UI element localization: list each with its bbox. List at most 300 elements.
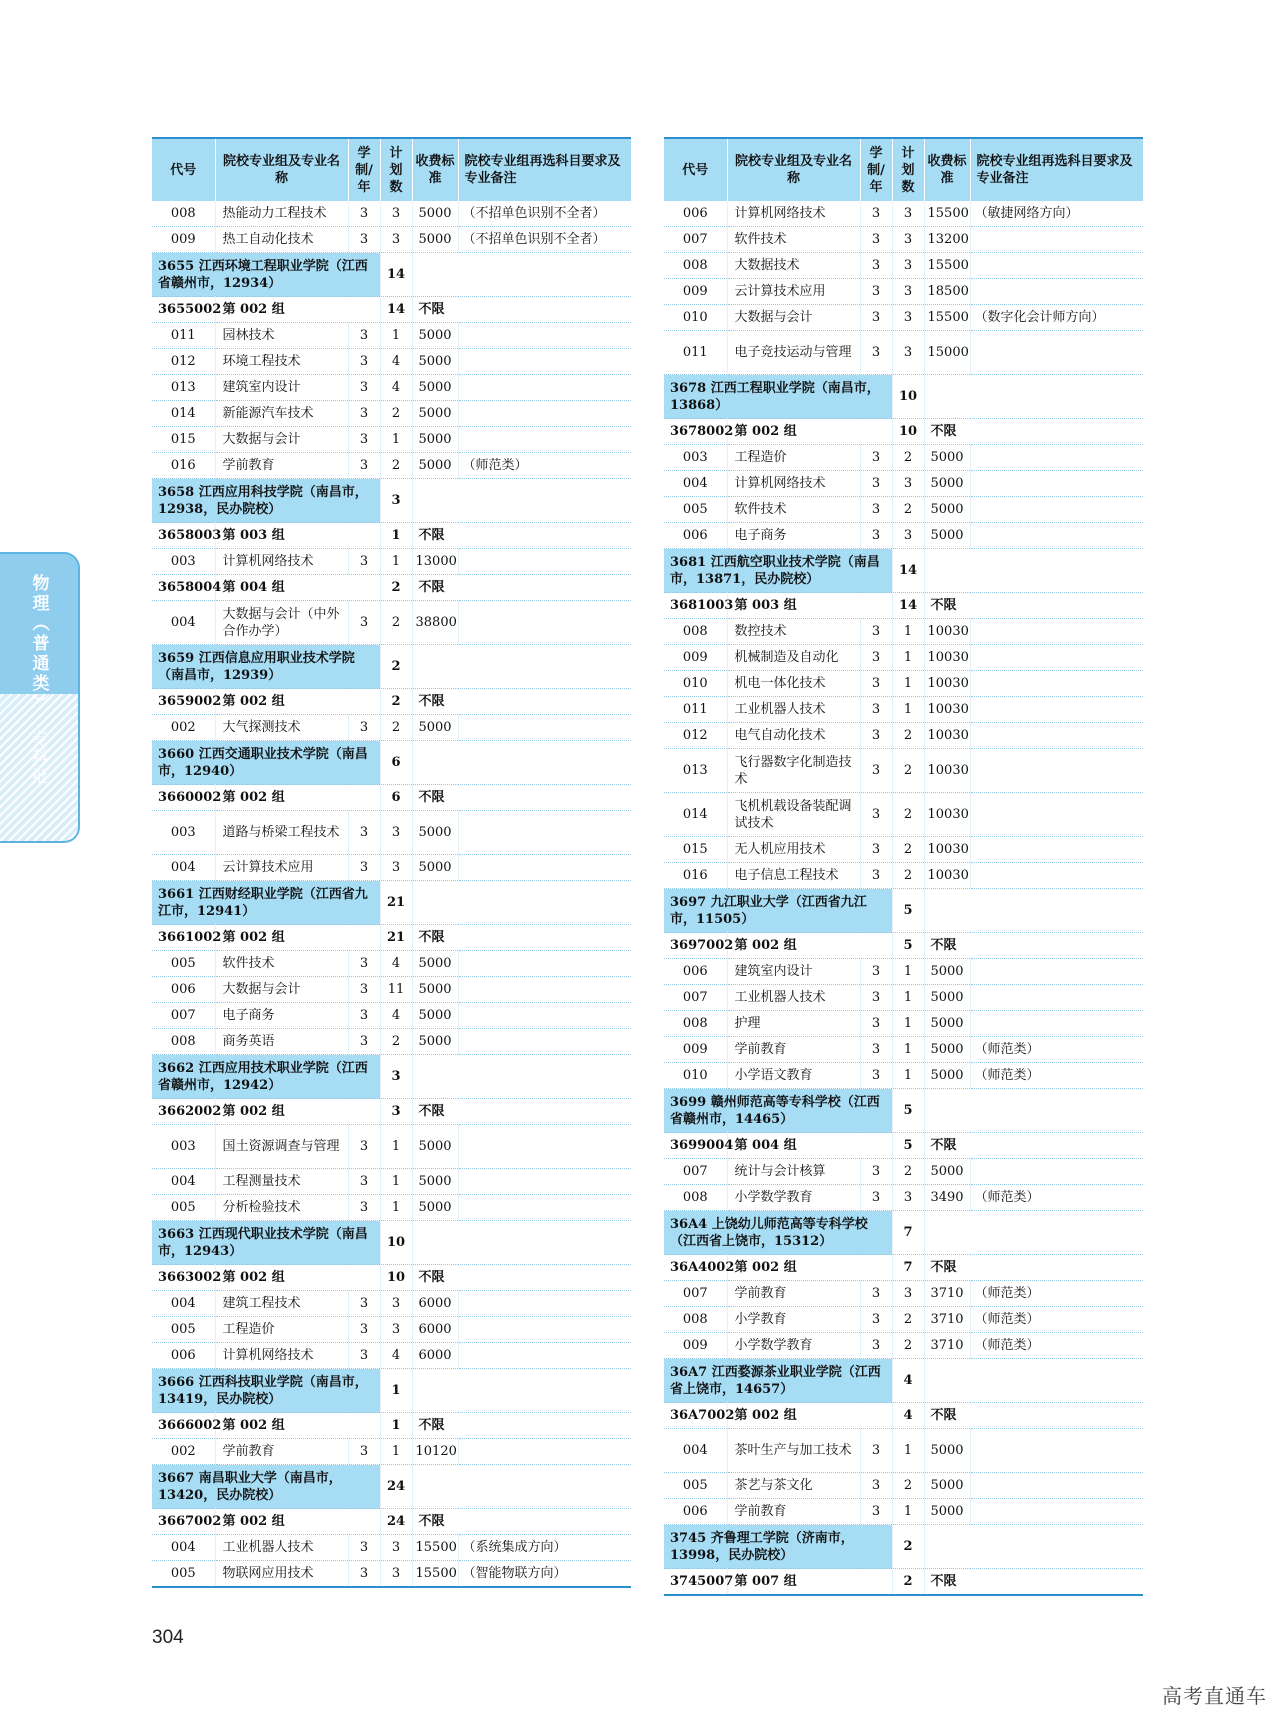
major-name: 建筑室内设计 [215, 375, 348, 401]
major-fee: 5000 [412, 401, 458, 427]
major-name: 园林技术 [215, 323, 348, 349]
major-years: 3 [860, 201, 892, 227]
major-name: 道路与桥梁工程技术 [215, 811, 348, 855]
major-note [970, 253, 1143, 279]
major-note [970, 523, 1143, 549]
major-years: 3 [860, 1281, 892, 1307]
group-row [152, 575, 631, 601]
group-requirement: 不限 [412, 925, 631, 951]
major-plan: 2 [380, 601, 412, 645]
group-requirement: 不限 [924, 1133, 1143, 1159]
school-plan: 21 [380, 881, 412, 925]
major-name: 学前教育 [727, 1037, 860, 1063]
major-years: 3 [348, 1125, 380, 1169]
major-row [152, 977, 631, 1003]
major-plan: 2 [380, 401, 412, 427]
major-code: 006 [664, 523, 727, 549]
major-years: 3 [860, 723, 892, 749]
major-name: 学前教育 [215, 453, 348, 479]
major-code: 006 [664, 959, 727, 985]
major-years: 3 [860, 671, 892, 697]
major-code: 002 [152, 715, 215, 741]
major-fee: 5000 [412, 1169, 458, 1195]
major-fee: 5000 [924, 959, 970, 985]
header-code: 代号 [664, 138, 727, 201]
major-fee: 5000 [924, 1473, 970, 1499]
major-fee: 5000 [412, 1125, 458, 1169]
major-fee: 5000 [924, 445, 970, 471]
major-fee: 5000 [924, 985, 970, 1011]
major-name: 软件技术 [215, 951, 348, 977]
school-name: 3697 九江职业大学（江西省九江市，11505） [664, 889, 892, 933]
major-row [664, 331, 1143, 375]
header-name: 院校专业组及专业名称 [727, 138, 860, 201]
major-name: 计算机网络技术 [727, 201, 860, 227]
major-code: 007 [664, 1159, 727, 1185]
major-years: 3 [348, 1343, 380, 1369]
major-row [664, 1473, 1143, 1499]
major-note: （师范类） [970, 1281, 1143, 1307]
major-fee: 5000 [412, 1029, 458, 1055]
major-fee: 6000 [412, 1343, 458, 1369]
major-years: 3 [860, 645, 892, 671]
group-code: 3681003 [664, 593, 727, 619]
major-row [152, 201, 631, 227]
group-plan: 2 [380, 689, 412, 715]
major-code: 003 [152, 1125, 215, 1169]
major-code: 004 [664, 1429, 727, 1473]
major-years: 3 [860, 793, 892, 837]
major-row [152, 427, 631, 453]
school-row [152, 1369, 631, 1413]
major-code: 003 [152, 549, 215, 575]
major-note [458, 855, 631, 881]
group-row [664, 593, 1143, 619]
major-name: 物联网应用技术 [215, 1561, 348, 1588]
major-years: 3 [860, 497, 892, 523]
major-plan: 3 [380, 1317, 412, 1343]
group-code: 3655002 [152, 297, 215, 323]
major-name: 电子商务 [727, 523, 860, 549]
major-fee: 5000 [412, 855, 458, 881]
major-code: 016 [152, 453, 215, 479]
group-requirement: 不限 [924, 933, 1143, 959]
major-years: 3 [860, 331, 892, 375]
major-name: 小学语文教育 [727, 1063, 860, 1089]
major-name: 分析检验技术 [215, 1195, 348, 1221]
major-code: 008 [152, 201, 215, 227]
major-years: 3 [348, 427, 380, 453]
major-note [970, 985, 1143, 1011]
group-row [664, 419, 1143, 445]
major-name: 小学数学教育 [727, 1185, 860, 1211]
header-plan: 计划数 [892, 138, 924, 201]
school-plan: 14 [380, 253, 412, 297]
school-empty [924, 1211, 1143, 1255]
school-plan: 5 [892, 1089, 924, 1133]
major-fee: 5000 [412, 201, 458, 227]
school-name: 3699 赣州师范高等专科学校（江西省赣州市，14465） [664, 1089, 892, 1133]
major-years: 3 [860, 837, 892, 863]
major-fee: 5000 [924, 1429, 970, 1473]
school-empty [924, 1089, 1143, 1133]
group-row [152, 1509, 631, 1535]
major-years: 3 [860, 1429, 892, 1473]
major-name: 电子竞技运动与管理 [727, 331, 860, 375]
major-plan: 2 [892, 1473, 924, 1499]
major-note [970, 1499, 1143, 1525]
group-name: 第 007 组 [727, 1569, 892, 1596]
group-plan: 14 [892, 593, 924, 619]
group-plan: 1 [380, 523, 412, 549]
major-fee: 10120 [412, 1439, 458, 1465]
group-plan: 10 [892, 419, 924, 445]
header-years: 学制/年 [348, 138, 380, 201]
group-code: 3666002 [152, 1413, 215, 1439]
major-plan: 1 [380, 323, 412, 349]
major-fee: 6000 [412, 1317, 458, 1343]
major-note [458, 1169, 631, 1195]
major-plan: 1 [380, 1439, 412, 1465]
major-name: 统计与会计核算 [727, 1159, 860, 1185]
major-name: 飞机机载设备装配调试技术 [727, 793, 860, 837]
major-years: 3 [860, 1011, 892, 1037]
group-row [152, 925, 631, 951]
major-note: （师范类） [970, 1037, 1143, 1063]
major-years: 3 [348, 1561, 380, 1588]
major-fee: 5000 [924, 523, 970, 549]
school-name: 36A7 江西婺源茶业职业学院（江西省上饶市，14657） [664, 1359, 892, 1403]
group-requirement: 不限 [924, 419, 1143, 445]
school-plan: 3 [380, 479, 412, 523]
major-fee: 5000 [412, 811, 458, 855]
school-name: 3661 江西财经职业学院（江西省九江市，12941） [152, 881, 380, 925]
side-tab [0, 552, 80, 843]
major-row [664, 697, 1143, 723]
major-name: 电气自动化技术 [727, 723, 860, 749]
major-plan: 4 [380, 349, 412, 375]
group-plan: 2 [380, 575, 412, 601]
school-name: 3663 江西现代职业技术学院（南昌市，12943） [152, 1221, 380, 1265]
group-name: 第 002 组 [215, 297, 380, 323]
school-plan: 7 [892, 1211, 924, 1255]
group-code: 3699004 [664, 1133, 727, 1159]
group-plan: 6 [380, 785, 412, 811]
group-row [152, 1265, 631, 1291]
major-code: 009 [664, 279, 727, 305]
major-name: 大数据与会计（中外合作办学） [215, 601, 348, 645]
major-note [458, 1195, 631, 1221]
major-plan: 3 [380, 1535, 412, 1561]
group-requirement: 不限 [412, 689, 631, 715]
school-name: 3659 江西信息应用职业技术学院（南昌市，12939） [152, 645, 380, 689]
major-plan: 3 [380, 855, 412, 881]
major-name: 小学数学教育 [727, 1333, 860, 1359]
major-code: 004 [664, 471, 727, 497]
major-note: （师范类） [970, 1307, 1143, 1333]
major-row [152, 1561, 631, 1588]
major-row [152, 715, 631, 741]
major-note [458, 323, 631, 349]
group-code: 3745007 [664, 1569, 727, 1596]
major-plan: 4 [380, 951, 412, 977]
header-note: 院校专业组再选科目要求及专业备注 [970, 138, 1143, 201]
major-name: 计算机网络技术 [727, 471, 860, 497]
group-requirement: 不限 [412, 297, 631, 323]
major-fee: 10030 [924, 645, 970, 671]
school-row [152, 881, 631, 925]
major-years: 3 [860, 1037, 892, 1063]
group-row [664, 1569, 1143, 1596]
group-name: 第 002 组 [215, 1413, 380, 1439]
major-fee: 5000 [924, 1159, 970, 1185]
major-code: 003 [664, 445, 727, 471]
major-plan: 1 [892, 645, 924, 671]
major-note [458, 1003, 631, 1029]
group-plan: 10 [380, 1265, 412, 1291]
group-name: 第 002 组 [727, 1255, 892, 1281]
major-note: （系统集成方向） [458, 1535, 631, 1561]
major-name: 环境工程技术 [215, 349, 348, 375]
group-code: 3660002 [152, 785, 215, 811]
group-requirement: 不限 [412, 1265, 631, 1291]
major-row [664, 1307, 1143, 1333]
major-years: 3 [860, 1307, 892, 1333]
school-empty [412, 1055, 631, 1099]
major-years: 3 [860, 749, 892, 793]
major-row [664, 863, 1143, 889]
major-plan: 1 [380, 549, 412, 575]
major-plan: 1 [892, 985, 924, 1011]
school-plan: 2 [892, 1525, 924, 1569]
major-note [970, 471, 1143, 497]
major-years: 3 [348, 401, 380, 427]
major-code: 011 [664, 697, 727, 723]
major-code: 005 [152, 951, 215, 977]
major-row [152, 1535, 631, 1561]
major-code: 008 [664, 1011, 727, 1037]
school-empty [924, 889, 1143, 933]
major-note: （师范类） [458, 453, 631, 479]
major-name: 新能源汽车技术 [215, 401, 348, 427]
major-row [152, 453, 631, 479]
major-code: 010 [664, 671, 727, 697]
major-fee: 5000 [924, 1499, 970, 1525]
major-row [152, 1291, 631, 1317]
watermark: 高考直通车 [1162, 1684, 1267, 1708]
major-plan: 2 [380, 715, 412, 741]
major-plan: 3 [892, 523, 924, 549]
major-fee: 3710 [924, 1281, 970, 1307]
major-note [970, 1429, 1143, 1473]
school-row [152, 645, 631, 689]
group-name: 第 002 组 [727, 933, 892, 959]
major-fee: 10030 [924, 863, 970, 889]
major-code: 006 [664, 1499, 727, 1525]
major-note [970, 723, 1143, 749]
major-row [664, 253, 1143, 279]
major-plan: 3 [380, 227, 412, 253]
major-row [664, 959, 1143, 985]
school-plan: 4 [892, 1359, 924, 1403]
school-row [664, 1089, 1143, 1133]
major-plan: 2 [380, 1029, 412, 1055]
major-plan: 1 [892, 1037, 924, 1063]
major-years: 3 [348, 1003, 380, 1029]
major-row [664, 619, 1143, 645]
major-row [152, 1195, 631, 1221]
major-years: 3 [860, 619, 892, 645]
major-plan: 3 [892, 227, 924, 253]
major-name: 大气探测技术 [215, 715, 348, 741]
major-plan: 3 [892, 471, 924, 497]
school-row [664, 889, 1143, 933]
major-name: 机械制造及自动化 [727, 645, 860, 671]
major-code: 009 [664, 645, 727, 671]
major-fee: 5000 [412, 349, 458, 375]
major-note [970, 1011, 1143, 1037]
school-row [152, 1221, 631, 1265]
major-row [664, 1429, 1143, 1473]
major-row [152, 1169, 631, 1195]
major-name: 工业机器人技术 [215, 1535, 348, 1561]
major-name: 护理 [727, 1011, 860, 1037]
major-years: 3 [348, 1195, 380, 1221]
major-row [152, 811, 631, 855]
side-tab-subject: 物理（普通类） [28, 574, 49, 714]
major-plan: 2 [892, 445, 924, 471]
group-name: 第 004 组 [727, 1133, 892, 1159]
school-row [152, 1465, 631, 1509]
major-row [664, 305, 1143, 331]
major-plan: 4 [380, 375, 412, 401]
major-fee: 5000 [412, 1003, 458, 1029]
major-name: 云计算技术应用 [215, 855, 348, 881]
header-note: 院校专业组再选科目要求及专业备注 [458, 138, 631, 201]
major-name: 热能动力工程技术 [215, 201, 348, 227]
major-code: 007 [664, 227, 727, 253]
major-name: 软件技术 [727, 227, 860, 253]
major-fee: 5000 [412, 453, 458, 479]
major-row [664, 671, 1143, 697]
major-code: 011 [664, 331, 727, 375]
major-note [458, 977, 631, 1003]
major-name: 计算机网络技术 [215, 1343, 348, 1369]
major-years: 3 [348, 453, 380, 479]
major-code: 008 [664, 1185, 727, 1211]
major-note: （师范类） [970, 1185, 1143, 1211]
major-note [970, 749, 1143, 793]
major-row [664, 497, 1143, 523]
school-row [664, 375, 1143, 419]
right-table [664, 137, 1143, 1596]
major-fee: 10030 [924, 749, 970, 793]
major-name: 小学教育 [727, 1307, 860, 1333]
major-code: 010 [664, 305, 727, 331]
major-code: 004 [152, 1291, 215, 1317]
school-empty [924, 375, 1143, 419]
school-plan: 3 [380, 1055, 412, 1099]
major-note [970, 1473, 1143, 1499]
major-years: 3 [348, 715, 380, 741]
group-requirement: 不限 [412, 1413, 631, 1439]
major-code: 008 [664, 1307, 727, 1333]
school-name: 3655 江西环境工程职业学院（江西省赣州市，12934） [152, 253, 380, 297]
school-empty [924, 549, 1143, 593]
major-note [458, 1439, 631, 1465]
major-plan: 1 [892, 671, 924, 697]
group-plan: 3 [380, 1099, 412, 1125]
major-note [458, 951, 631, 977]
major-note [970, 671, 1143, 697]
major-name: 工程测量技术 [215, 1169, 348, 1195]
school-row [664, 1359, 1143, 1403]
major-code: 007 [664, 1281, 727, 1307]
major-note [970, 279, 1143, 305]
major-plan: 3 [892, 305, 924, 331]
major-note: （师范类） [970, 1333, 1143, 1359]
major-years: 3 [348, 1317, 380, 1343]
major-years: 3 [348, 1029, 380, 1055]
major-code: 013 [664, 749, 727, 793]
group-row [664, 1133, 1143, 1159]
major-years: 3 [860, 279, 892, 305]
major-name: 电子信息工程技术 [727, 863, 860, 889]
major-years: 3 [860, 445, 892, 471]
major-years: 3 [860, 1159, 892, 1185]
major-plan: 2 [380, 453, 412, 479]
major-row [152, 1029, 631, 1055]
major-fee: 38800 [412, 601, 458, 645]
group-row [152, 689, 631, 715]
left-header-row [152, 138, 631, 201]
major-plan: 3 [380, 1291, 412, 1317]
major-plan: 2 [892, 793, 924, 837]
major-plan: 3 [380, 201, 412, 227]
major-name: 无人机应用技术 [727, 837, 860, 863]
school-plan: 24 [380, 1465, 412, 1509]
major-years: 3 [348, 1535, 380, 1561]
major-code: 014 [664, 793, 727, 837]
major-row [664, 1333, 1143, 1359]
major-name: 软件技术 [727, 497, 860, 523]
group-row [152, 297, 631, 323]
school-empty [412, 1465, 631, 1509]
school-plan: 14 [892, 549, 924, 593]
major-plan: 2 [892, 1307, 924, 1333]
major-plan: 2 [892, 1159, 924, 1185]
major-note [458, 1343, 631, 1369]
header-name: 院校专业组及专业名称 [215, 138, 348, 201]
major-row [152, 1317, 631, 1343]
group-row [152, 523, 631, 549]
major-years: 3 [348, 601, 380, 645]
major-code: 010 [664, 1063, 727, 1089]
major-code: 007 [152, 1003, 215, 1029]
major-years: 3 [348, 323, 380, 349]
group-requirement: 不限 [412, 1099, 631, 1125]
major-note [458, 427, 631, 453]
major-row [152, 855, 631, 881]
group-code: 3663002 [152, 1265, 215, 1291]
major-plan: 1 [892, 959, 924, 985]
school-name: 3745 齐鲁理工学院（济南市，13998，民办院校） [664, 1525, 892, 1569]
major-fee: 15500 [924, 253, 970, 279]
major-plan: 2 [892, 723, 924, 749]
group-code: 36A4002 [664, 1255, 727, 1281]
page-number: 304 [152, 1627, 184, 1648]
major-code: 005 [664, 1473, 727, 1499]
